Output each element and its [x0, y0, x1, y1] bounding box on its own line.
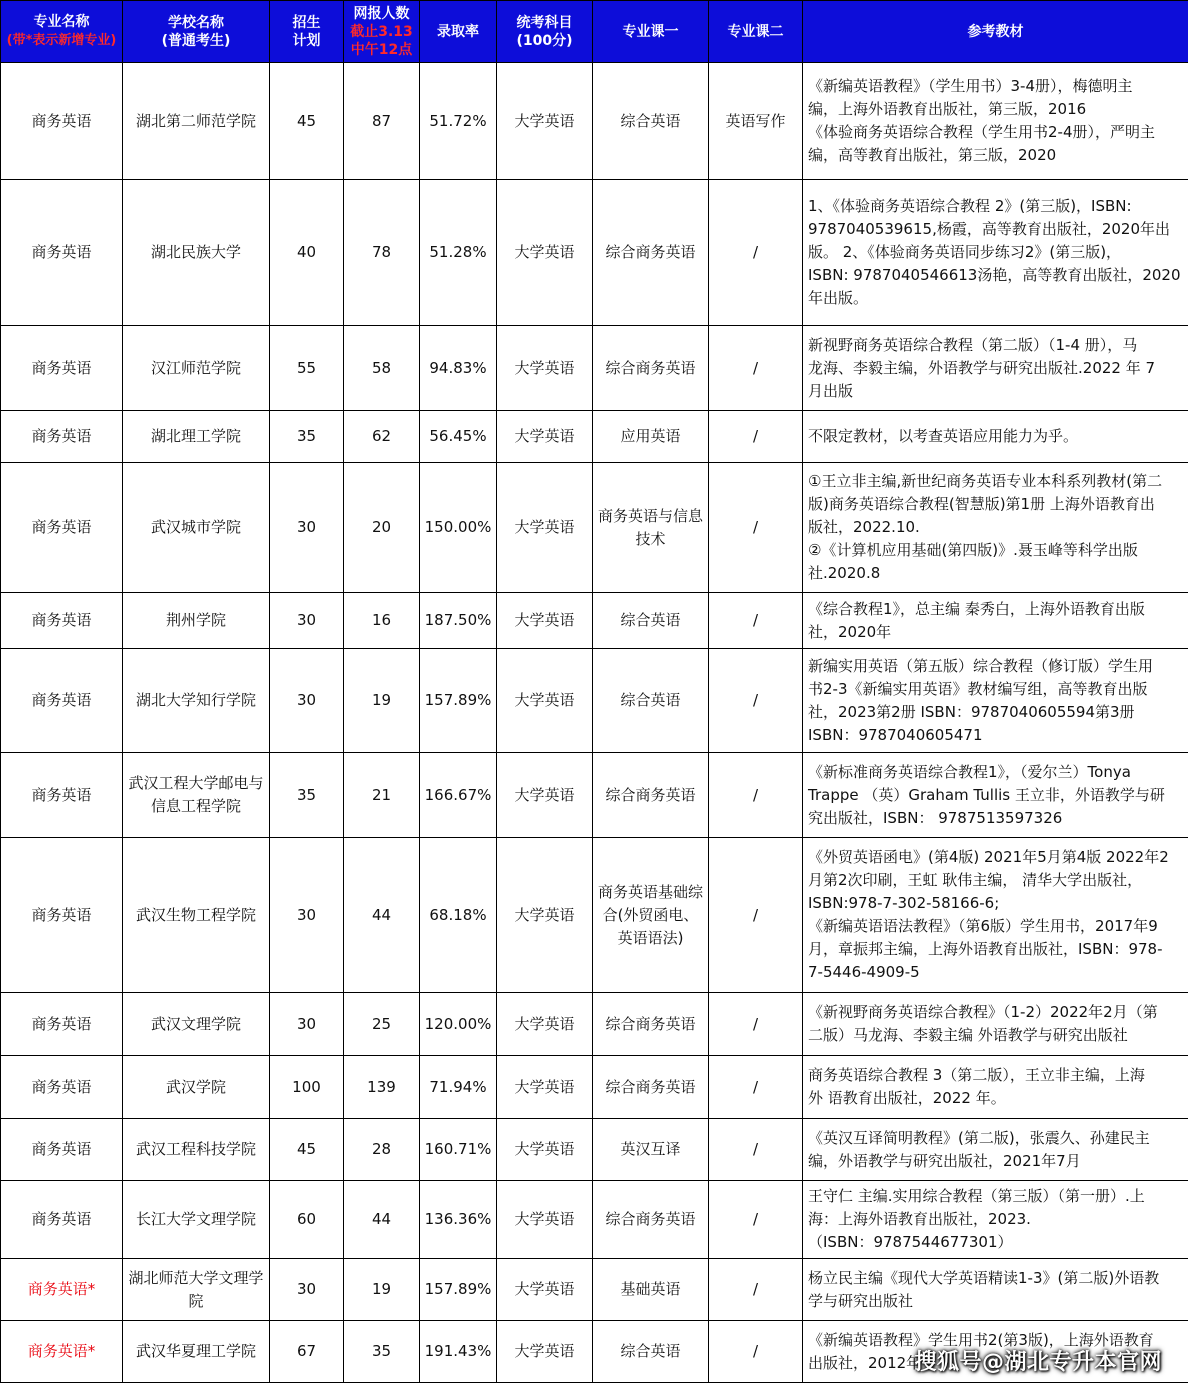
exam-cell: 大学英语: [497, 1321, 593, 1383]
rate-cell: 150.00%: [420, 463, 497, 593]
book-line: 外 语教育出版社，2022 年。: [808, 1089, 1006, 1107]
rate-cell: 157.89%: [420, 1259, 497, 1321]
books-cell: [803, 463, 1188, 593]
plan-cell: 30: [270, 838, 344, 993]
table-row: [1, 326, 1188, 411]
plan-cell: 30: [270, 993, 344, 1056]
book-line: 《新编英语教程》（学生用书）3-4册），梅德明主: [808, 77, 1133, 95]
course2-cell: /: [709, 1259, 803, 1321]
book-line: ①王立非主编,新世纪商务英语专业本科系列教材(第二: [808, 472, 1163, 490]
applicants-cell: 19: [344, 1259, 420, 1321]
book-line: 《新编英语教程》学生用书2(第3版)，上海外语教育: [808, 1330, 1154, 1349]
book-line: 龙海、李毅主编，外语教学与研究出版社.2022 年 7: [808, 358, 1156, 377]
major-cell: 商务英语: [1, 1056, 123, 1119]
header-plan: 招生 计划: [270, 1, 344, 63]
rate-cell: 94.83%: [420, 326, 497, 411]
course1-cell: 综合商务英语: [593, 753, 709, 838]
book-line: 杨立民主编《现代大学英语精读1-3》(第二版)外语教: [808, 1268, 1160, 1287]
applicants-cell: 35: [344, 1321, 420, 1383]
book-line: 月出版: [808, 381, 854, 400]
table-row: [1, 1056, 1188, 1119]
major-cell: 商务英语*: [1, 1259, 123, 1321]
applicants-cell: 16: [344, 593, 420, 649]
rate-cell: 71.94%: [420, 1056, 497, 1119]
applicants-cell: 25: [344, 993, 420, 1056]
course1-cell: 英汉互译: [593, 1119, 709, 1181]
course1-cell: 基础英语: [593, 1259, 709, 1321]
plan-cell: 30: [270, 649, 344, 753]
table-row: [1, 463, 1188, 593]
rate-cell: 120.00%: [420, 993, 497, 1056]
books-cell: [803, 326, 1188, 411]
table-row: [1, 1259, 1188, 1321]
table-row: [1, 180, 1188, 326]
book-line: 出版社，2012年: [808, 1353, 922, 1372]
book-line: 不限定教材，以考查英语应用能力为乎。: [808, 427, 1079, 445]
book-line: 《新标准商务英语综合教程1》，（爱尔兰）Tonya: [808, 762, 1131, 781]
book-line: ②《计算机应用基础(第四版)》.聂玉峰等科学出版: [808, 541, 1138, 559]
book-line: 1、《体验商务英语综合教程 2》(第三版)，ISBN:: [808, 197, 1132, 215]
major-cell: 商务英语: [1, 180, 123, 326]
book-line: 9787040539615,杨霞，高等教育出版社，2020年出: [808, 220, 1171, 238]
header-course2: 专业课二: [709, 1, 803, 63]
table-row: [1, 649, 1188, 753]
exam-cell: 大学英语: [497, 1119, 593, 1181]
exam-cell: 大学英语: [497, 411, 593, 463]
course2-cell: 英语写作: [709, 63, 803, 180]
applicants-cell: 78: [344, 180, 420, 326]
table-row: [1, 1181, 1188, 1259]
course2-cell: /: [709, 649, 803, 753]
course1-cell: 综合商务英语: [593, 180, 709, 326]
school-cell: 湖北第二师范学院: [123, 63, 270, 180]
book-line: 《外贸英语函电》(第4版) 2021年5月第4版 2022年2: [808, 848, 1169, 866]
applicants-cell: 87: [344, 63, 420, 180]
applicants-cell: 21: [344, 753, 420, 838]
applicants-cell: 20: [344, 463, 420, 593]
school-cell: 湖北大学知行学院: [123, 649, 270, 753]
major-cell: 商务英语: [1, 993, 123, 1056]
rate-cell: 160.71%: [420, 1119, 497, 1181]
book-line: 海：上海外语教育出版社，2023.: [808, 1210, 1031, 1228]
book-line: 《体验商务英语综合教程（学生用书2-4册），严明主: [808, 123, 1156, 141]
book-line: 社.2020.8: [808, 564, 881, 582]
watermark: 搜狐号@湖北专升本官网: [914, 1350, 1162, 1375]
course1-cell: 商务英语基础综合(外贸函电、英语语法): [593, 838, 709, 993]
major-cell: 商务英语: [1, 63, 123, 180]
school-cell: 荆州学院: [123, 593, 270, 649]
table-row: [1, 411, 1188, 463]
header-exam: 统考科目 (100分): [497, 1, 593, 63]
course2-cell: /: [709, 593, 803, 649]
major-cell: 商务英语: [1, 1181, 123, 1259]
course2-cell: /: [709, 1119, 803, 1181]
books-cell: [803, 1259, 1188, 1321]
exam-cell: 大学英语: [497, 180, 593, 326]
course2-cell: /: [709, 180, 803, 326]
plan-cell: 60: [270, 1181, 344, 1259]
applicants-cell: 58: [344, 326, 420, 411]
course2-cell: /: [709, 1321, 803, 1383]
exam-cell: 大学英语: [497, 593, 593, 649]
course1-cell: 综合英语: [593, 593, 709, 649]
major-cell: 商务英语: [1, 1119, 123, 1181]
plan-cell: 35: [270, 411, 344, 463]
books-cell: [803, 180, 1188, 326]
table-row: [1, 753, 1188, 838]
school-cell: 长江大学文理学院: [123, 1181, 270, 1259]
books-cell: [803, 993, 1188, 1056]
book-line: 版社，2022.10.: [808, 518, 920, 536]
book-line: 社，2023第2册 ISBN：9787040605594第3册: [808, 702, 1135, 721]
book-line: 二版）马龙海、李毅主编 外语教学与研究出版社: [808, 1026, 1128, 1044]
rate-cell: 51.28%: [420, 180, 497, 326]
exam-cell: 大学英语: [497, 649, 593, 753]
header-applicants: 网报人数 截止3.13 中午12点: [344, 1, 420, 63]
books-cell: [803, 753, 1188, 838]
exam-cell: 大学英语: [497, 993, 593, 1056]
school-cell: 武汉学院: [123, 1056, 270, 1119]
major-cell: 商务英语*: [1, 1321, 123, 1383]
course1-cell: 综合商务英语: [593, 1056, 709, 1119]
plan-cell: 35: [270, 753, 344, 838]
book-line: 《英汉互译简明教程》(第二版)，张震久、孙建民主: [808, 1128, 1150, 1147]
book-line: 7-5446-4909-5: [808, 963, 920, 981]
school-cell: 武汉文理学院: [123, 993, 270, 1056]
header-course1: 专业课一: [593, 1, 709, 63]
rate-cell: 191.43%: [420, 1321, 497, 1383]
major-cell: 商务英语: [1, 753, 123, 838]
plan-cell: 30: [270, 463, 344, 593]
book-line: 月，章振邦主编，上海外语教育出版社，ISBN：978-: [808, 940, 1163, 958]
plan-cell: 30: [270, 1259, 344, 1321]
plan-cell: 100: [270, 1056, 344, 1119]
books-cell: [803, 1056, 1188, 1119]
book-line: ISBN: 9787040546613汤艳，高等教育出版社，2020: [808, 266, 1181, 284]
course1-cell: 综合商务英语: [593, 326, 709, 411]
major-cell: 商务英语: [1, 411, 123, 463]
exam-cell: 大学英语: [497, 1259, 593, 1321]
rate-cell: 157.89%: [420, 649, 497, 753]
exam-cell: 大学英语: [497, 63, 593, 180]
school-cell: 武汉工程科技学院: [123, 1119, 270, 1181]
plan-cell: 67: [270, 1321, 344, 1383]
book-line: 新编实用英语（第五版）综合教程（修订版）学生用: [808, 656, 1154, 675]
school-cell: 武汉城市学院: [123, 463, 270, 593]
applicants-cell: 19: [344, 649, 420, 753]
books-cell: [803, 838, 1188, 993]
course2-cell: /: [709, 753, 803, 838]
major-cell: 商务英语: [1, 326, 123, 411]
school-cell: 武汉华夏理工学院: [123, 1321, 270, 1383]
table-row: [1, 838, 1188, 993]
book-line: ISBN：9787040605471: [808, 725, 983, 744]
course2-cell: /: [709, 1181, 803, 1259]
course1-cell: 综合商务英语: [593, 1181, 709, 1259]
course2-cell: /: [709, 326, 803, 411]
books-cell: [803, 1181, 1188, 1259]
plan-cell: 55: [270, 326, 344, 411]
course1-cell: 综合英语: [593, 649, 709, 753]
applicants-cell: 44: [344, 838, 420, 993]
books-cell: [803, 1119, 1188, 1181]
exam-cell: 大学英语: [497, 326, 593, 411]
applicants-cell: 44: [344, 1181, 420, 1259]
book-line: 编，上海外语教育出版社，第三版，2016: [808, 100, 1087, 118]
book-line: ISBN:978-7-302-58166-6;: [808, 894, 1000, 912]
book-line: 版。 2、《体验商务英语同步练习2》(第三版)，: [808, 243, 1122, 261]
course2-cell: /: [709, 411, 803, 463]
plan-cell: 45: [270, 63, 344, 180]
table-row: [1, 1119, 1188, 1181]
header-row: [1, 1, 1188, 63]
header-school: 学校名称 (普通考生): [123, 1, 270, 63]
header-books: 参考教材: [803, 1, 1188, 63]
book-line: 年出版。: [808, 289, 869, 307]
books-cell: [803, 411, 1188, 463]
book-line: 究出版社，ISBN： 9787513597326: [808, 808, 1063, 827]
book-line: 王守仁 主编.实用综合教程（第三版）（第一册）.上: [808, 1187, 1145, 1205]
book-line: 月第2次印刷，王虹 耿伟主编， 清华大学出版社，: [808, 871, 1143, 889]
school-cell: 武汉工程大学邮电与信息工程学院: [123, 753, 270, 838]
book-line: 书2-3《新编实用英语》教材编写组，高等教育出版: [808, 679, 1148, 698]
course1-cell: 综合英语: [593, 1321, 709, 1383]
header-rate: 录取率: [420, 1, 497, 63]
course2-cell: /: [709, 463, 803, 593]
table-row: [1, 63, 1188, 180]
book-line: 社，2020年: [808, 622, 892, 641]
school-cell: 武汉生物工程学院: [123, 838, 270, 993]
major-cell: 商务英语: [1, 838, 123, 993]
course2-cell: /: [709, 838, 803, 993]
book-line: Trappe （英）Graham Tullis 王立非，外语教学与研: [808, 785, 1165, 804]
books-cell: [803, 63, 1188, 180]
exam-cell: 大学英语: [497, 1056, 593, 1119]
school-cell: 湖北师范大学文理学院: [123, 1259, 270, 1321]
book-line: 版)商务英语综合教程(智慧版)第1册 上海外语教育出: [808, 495, 1155, 513]
book-line: 学与研究出版社: [808, 1291, 914, 1310]
course1-cell: 商务英语与信息技术: [593, 463, 709, 593]
exam-cell: 大学英语: [497, 838, 593, 993]
table-row: [1, 593, 1188, 649]
header-major: 专业名称 (带*表示新增专业): [1, 1, 123, 63]
books-cell: [803, 593, 1188, 649]
course2-cell: /: [709, 1056, 803, 1119]
book-line: 《新视野商务英语综合教程》（1-2）2022年2月（第: [808, 1003, 1158, 1021]
major-cell: 商务英语: [1, 593, 123, 649]
major-cell: 商务英语: [1, 463, 123, 593]
book-line: 《综合教程1》，总主编 秦秀白，上海外语教育出版: [808, 599, 1145, 618]
exam-cell: 大学英语: [497, 1181, 593, 1259]
course2-cell: /: [709, 993, 803, 1056]
book-line: 商务英语综合教程 3（第二版），王立非主编，上海: [808, 1066, 1145, 1084]
table-body: [1, 63, 1188, 1383]
course1-cell: 综合英语: [593, 63, 709, 180]
school-cell: 湖北民族大学: [123, 180, 270, 326]
rate-cell: 51.72%: [420, 63, 497, 180]
book-line: 新视野商务英语综合教程（第二版）（1-4 册），马: [808, 335, 1138, 354]
book-line: 《新编英语语法教程》（第6版）学生用书，2017年9: [808, 917, 1158, 935]
table-row: [1, 993, 1188, 1056]
plan-cell: 40: [270, 180, 344, 326]
book-line: 编，外语教学与研究出版社，2021年7月: [808, 1151, 1081, 1170]
school-cell: 湖北理工学院: [123, 411, 270, 463]
rate-cell: 136.36%: [420, 1181, 497, 1259]
course1-cell: 应用英语: [593, 411, 709, 463]
rate-cell: 56.45%: [420, 411, 497, 463]
rate-cell: 68.18%: [420, 838, 497, 993]
rate-cell: 166.67%: [420, 753, 497, 838]
applicants-cell: 139: [344, 1056, 420, 1119]
plan-cell: 45: [270, 1119, 344, 1181]
plan-cell: 30: [270, 593, 344, 649]
book-line: （ISBN：9787544677301）: [808, 1233, 1013, 1251]
exam-cell: 大学英语: [497, 463, 593, 593]
books-cell: [803, 649, 1188, 753]
course1-cell: 综合商务英语: [593, 993, 709, 1056]
rate-cell: 187.50%: [420, 593, 497, 649]
book-line: 编，高等教育出版社，第三版，2020: [808, 146, 1057, 164]
school-cell: 汉江师范学院: [123, 326, 270, 411]
exam-cell: 大学英语: [497, 753, 593, 838]
applicants-cell: 62: [344, 411, 420, 463]
applicants-cell: 28: [344, 1119, 420, 1181]
major-cell: 商务英语: [1, 649, 123, 753]
